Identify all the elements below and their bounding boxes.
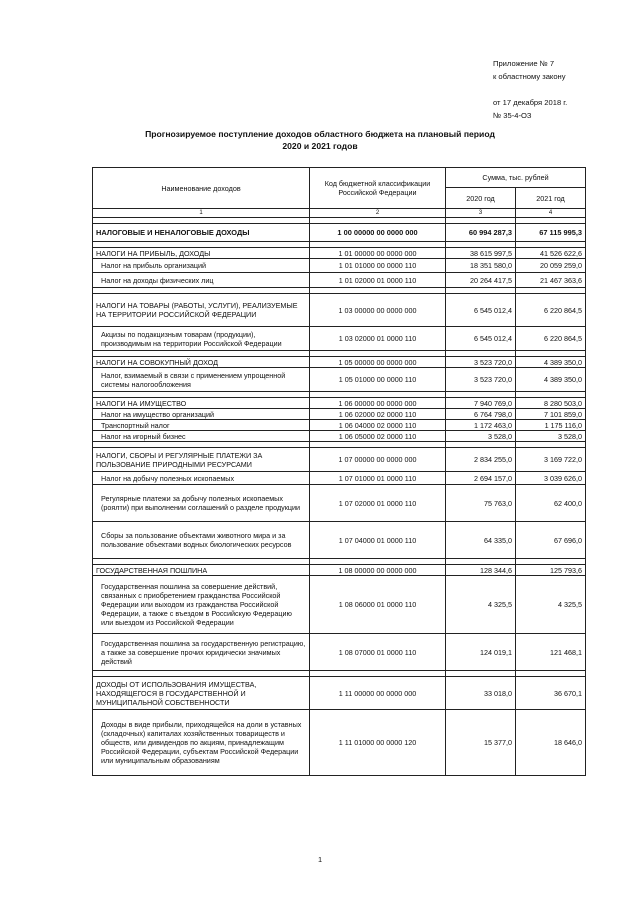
amount-2020: 2 694 157,0	[446, 472, 516, 485]
column-number: 1	[93, 209, 310, 218]
amount-2020: 2 834 255,0	[446, 448, 516, 472]
column-number: 3	[446, 209, 516, 218]
income-name: Налог на добычу полезных ископаемых	[93, 472, 310, 485]
annex-line-2: к областному закону	[493, 71, 566, 81]
income-code: 1 01 02000 01 0000 110	[310, 273, 446, 288]
amount-2021: 62 400,0	[516, 485, 586, 522]
table-row	[93, 248, 586, 259]
amount-2020: 3 523 720,0	[446, 357, 516, 368]
table-row	[93, 677, 586, 710]
amount-2020: 128 344,6	[446, 565, 516, 576]
amount-2020: 60 994 287,3	[446, 224, 516, 242]
table-row	[93, 576, 586, 634]
income-code: 1 06 00000 00 0000 000	[310, 398, 446, 409]
income-name: НАЛОГИ НА ТОВАРЫ (РАБОТЫ, УСЛУГИ), РЕАЛИЗУЕМЫЕ НА ТЕРРИТОРИИ РОССИЙСКОЙ ФЕДЕРАЦИИ	[93, 294, 310, 327]
income-name: Сборы за пользование объектами животного мира и за пользование объектами водных биологических ресурсов	[93, 522, 310, 559]
amount-2020: 18 351 580,0	[446, 259, 516, 273]
annex-line-1: Приложение № 7	[493, 59, 555, 68]
table-row	[93, 565, 586, 576]
table-row	[93, 485, 586, 522]
amount-2021: 4 325,5	[516, 576, 586, 634]
income-code: 1 08 06000 01 0000 110	[310, 576, 446, 634]
amount-2021: 36 670,1	[516, 677, 586, 710]
amount-2021: 6 220 864,5	[516, 327, 586, 351]
header-year-2021: 2021 год	[516, 188, 586, 209]
table-row	[93, 357, 586, 368]
amount-2020: 4 325,5	[446, 576, 516, 634]
header-name: Наименование доходов	[93, 168, 310, 209]
document-title-line-1: Прогнозируемое поступление доходов областного бюджета на плановый период	[145, 129, 495, 139]
amount-2020: 6 545 012,4	[446, 327, 516, 351]
income-name: Регулярные платежи за добычу полезных ископаемых (роялти) при выполнении соглашений о разделе продукции	[93, 485, 310, 522]
income-name: Налог на имущество организаций	[93, 409, 310, 420]
column-number: 4	[516, 209, 586, 218]
income-name: Доходы в виде прибыли, приходящейся на доли в уставных (складочных) капиталах хозяйственных товариществ и обществ, или дивидендов по акциям, принадлежащим Российской Федерации, субъектам Российской Федерации или муниципальным образованиям	[93, 710, 310, 776]
amount-2020: 64 335,0	[446, 522, 516, 559]
income-name: Налог, взимаемый в связи с применением упрощенной системы налогообложения	[93, 368, 310, 392]
table-row	[93, 398, 586, 409]
table-row	[93, 368, 586, 392]
table-row	[93, 420, 586, 431]
amount-2021: 41 526 622,6	[516, 248, 586, 259]
amount-2021: 121 468,1	[516, 634, 586, 671]
amount-2020: 1 172 463,0	[446, 420, 516, 431]
income-name: Государственная пошлина за совершение действий, связанных с приобретением гражданства Российской Федерации или выходом из гражданства Российской Федерации, а также с въездом в Российскую Федерацию или выездом из Российской Федерации	[93, 576, 310, 634]
table-row	[93, 294, 586, 327]
income-code: 1 07 00000 00 0000 000	[310, 448, 446, 472]
income-name: ГОСУДАРСТВЕННАЯ ПОШЛИНА	[93, 565, 310, 576]
income-name: НАЛОГИ, СБОРЫ И РЕГУЛЯРНЫЕ ПЛАТЕЖИ ЗА ПОЛЬЗОВАНИЕ ПРИРОДНЫМИ РЕСУРСАМИ	[93, 448, 310, 472]
table-row	[93, 522, 586, 559]
income-code: 1 00 00000 00 0000 000	[310, 224, 446, 242]
income-code: 1 08 07000 01 0000 110	[310, 634, 446, 671]
amount-2021: 3 169 722,0	[516, 448, 586, 472]
amount-2021: 4 389 350,0	[516, 357, 586, 368]
income-code: 1 08 00000 00 0000 000	[310, 565, 446, 576]
document-title	[0, 128, 640, 152]
income-code: 1 11 00000 00 0000 000	[310, 677, 446, 710]
header-year-2020: 2020 год	[446, 188, 516, 209]
amount-2021: 67 115 995,3	[516, 224, 586, 242]
amount-2021: 20 059 259,0	[516, 259, 586, 273]
income-name: НАЛОГИ НА ПРИБЫЛЬ, ДОХОДЫ	[93, 248, 310, 259]
annex-header	[493, 58, 567, 122]
income-name: Акцизы по подакцизным товарам (продукции), производимым на территории Российской Федерации	[93, 327, 310, 351]
table-row	[93, 448, 586, 472]
amount-2021: 67 696,0	[516, 522, 586, 559]
income-code: 1 07 02000 01 0000 110	[310, 485, 446, 522]
table-row	[93, 327, 586, 351]
table-row	[93, 634, 586, 671]
header-sum: Сумма, тыс. рублей	[446, 168, 586, 188]
income-table	[92, 167, 586, 776]
amount-2021: 6 220 864,5	[516, 294, 586, 327]
income-code: 1 05 00000 00 0000 000	[310, 357, 446, 368]
page-number: 1	[317, 855, 323, 864]
income-code: 1 07 04000 01 0000 110	[310, 522, 446, 559]
header-code: Код бюджетной классификации Российской Федерации	[310, 168, 446, 209]
table-row	[93, 259, 586, 273]
column-number-row	[93, 209, 586, 218]
amount-2021: 3 528,0	[516, 431, 586, 442]
amount-2020: 38 615 997,5	[446, 248, 516, 259]
table-row	[93, 273, 586, 288]
annex-line-3: от 17 декабря 2018 г.	[493, 98, 568, 108]
income-name: НАЛОГОВЫЕ И НЕНАЛОГОВЫЕ ДОХОДЫ	[93, 224, 310, 242]
amount-2021: 1 175 116,0	[516, 420, 586, 431]
amount-2021: 3 039 626,0	[516, 472, 586, 485]
amount-2021: 7 101 859,0	[516, 409, 586, 420]
income-code: 1 06 02000 02 0000 110	[310, 409, 446, 420]
amount-2020: 124 019,1	[446, 634, 516, 671]
amount-2021: 4 389 350,0	[516, 368, 586, 392]
income-code: 1 06 04000 02 0000 110	[310, 420, 446, 431]
table-row	[93, 224, 586, 242]
document-title-line-2: 2020 и 2021 годов	[282, 141, 358, 151]
amount-2021: 21 467 363,6	[516, 273, 586, 288]
amount-2021: 18 646,0	[516, 710, 586, 776]
income-name: НАЛОГИ НА ИМУЩЕСТВО	[93, 398, 310, 409]
income-code: 1 05 01000 00 0000 110	[310, 368, 446, 392]
amount-2020: 20 264 417,5	[446, 273, 516, 288]
income-code: 1 07 01000 01 0000 110	[310, 472, 446, 485]
income-code: 1 03 00000 00 0000 000	[310, 294, 446, 327]
amount-2020: 6 545 012,4	[446, 294, 516, 327]
income-code: 1 01 01000 00 0000 110	[310, 259, 446, 273]
income-code: 1 01 00000 00 0000 000	[310, 248, 446, 259]
income-name: ДОХОДЫ ОТ ИСПОЛЬЗОВАНИЯ ИМУЩЕСТВА, НАХОДЯЩЕГОСЯ В ГОСУДАРСТВЕННОЙ И МУНИЦИПАЛЬНОЙ СОБСТВЕННОСТИ	[93, 677, 310, 710]
income-name: Налог на прибыль организаций	[93, 259, 310, 273]
income-code: 1 06 05000 02 0000 110	[310, 431, 446, 442]
table-row	[93, 409, 586, 420]
income-name: Транспортный налог	[93, 420, 310, 431]
table-row	[93, 431, 586, 442]
amount-2020: 6 764 798,0	[446, 409, 516, 420]
table-row	[93, 472, 586, 485]
income-name: Государственная пошлина за государственную регистрацию, а также за совершение прочих юридически значимых действий	[93, 634, 310, 671]
amount-2020: 33 018,0	[446, 677, 516, 710]
amount-2020: 7 940 769,0	[446, 398, 516, 409]
income-name: Налог на игорный бизнес	[93, 431, 310, 442]
income-code: 1 11 01000 00 0000 120	[310, 710, 446, 776]
annex-line-4: № 35-4-ОЗ	[493, 110, 532, 120]
amount-2021: 125 793,6	[516, 565, 586, 576]
amount-2020: 3 528,0	[446, 431, 516, 442]
income-code: 1 03 02000 01 0000 110	[310, 327, 446, 351]
amount-2020: 15 377,0	[446, 710, 516, 776]
income-name: Налог на доходы физических лиц	[93, 273, 310, 288]
income-name: НАЛОГИ НА СОВОКУПНЫЙ ДОХОД	[93, 357, 310, 368]
amount-2021: 8 280 503,0	[516, 398, 586, 409]
amount-2020: 3 523 720,0	[446, 368, 516, 392]
table-row	[93, 710, 586, 776]
amount-2020: 75 763,0	[446, 485, 516, 522]
column-number: 2	[310, 209, 446, 218]
